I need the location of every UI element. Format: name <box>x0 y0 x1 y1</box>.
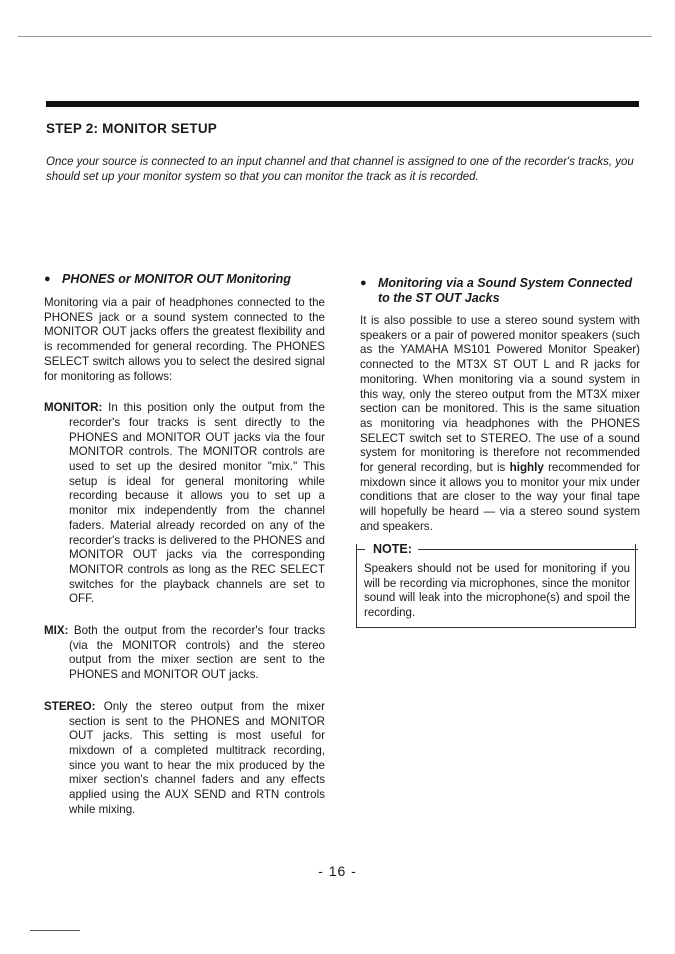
term-label: MONITOR: <box>44 401 103 415</box>
phones-monitor-heading <box>44 272 325 287</box>
right-column <box>360 276 640 535</box>
section-divider-bar <box>46 101 639 107</box>
emphasis-highly: highly <box>509 461 544 475</box>
term-mix <box>44 624 325 683</box>
phones-monitor-paragraph: Monitoring via a pair of headphones connected to the PHONES jack or a sound system connected to the MONITOR OUT jacks offers the greatest flexibility and is recommended for general recording. The PHONES SELECT switch allows you to select the desired signal for monitoring as follows: <box>44 296 325 383</box>
note-text: Speakers should not be used for monitoring if you will be recording via microphones, since the monitor sound will leak into the microphone(s) and spoil the recording. <box>364 563 630 620</box>
paragraph-text-before: It is also possible to use a stereo sound system with speakers or a pair of powered monitor speakers (such as the YAMAHA MS101 Powered Monitor Speaker) connected to the MT3X ST OUT L and R jacks for monitoring. When monitoring via a sound system in this way, only the stereo output from the MT3X mixer section can be monitored. This is the same situation as monitoring via headphones with the PHONES SELECT switch set to STEREO. The use of a sound system for monitoring is therefore not recommended for general recording, but is <box>360 314 640 475</box>
top-rule <box>18 36 652 37</box>
term-text: Both the output from the recorder's four tracks (via the MONITOR controls) and the stereo output from the mixer section are sent to the PHONES and MONITOR OUT jacks. <box>69 624 325 682</box>
note-box <box>356 544 636 628</box>
term-text: In this position only the output from the recorder's four tracks is sent directly to the PHONES and MONITOR OUT jacks via the four MONITOR controls. The MONITOR controls are used to set up the desired monitor "mix." This setup is ideal for general monitoring while recording because it allows you to set up a monitor mix independently from the channel faders. Material already recorded on any of the recorder's tracks is delivered to the PHONES and MONITOR OUT jacks via the corresponding MONITOR controls as long as the REC SELECT switches for the playback channels are set to OFF. <box>69 401 325 606</box>
term-text: Only the stereo output from the mixer section is sent to the PHONES and MONITOR OUT jacks. This setting is most useful for mixdown of a completed multitrack recording, since you want to hear the mix produced by the mixer section's channel faders and any effects applied using the AUX SEND and RTN controls while mixing. <box>69 699 325 816</box>
sound-system-heading-text: Monitoring via a Sound System Connected to the ST OUT Jacks <box>378 276 633 305</box>
step-title: STEP 2: MONITOR SETUP <box>46 121 217 136</box>
term-stereo <box>44 700 325 818</box>
bullet-icon: ● <box>44 273 51 285</box>
page-number: - 16 - <box>318 863 357 879</box>
paragraph-text-after: recommended for mixdown since it allows you to monitor your mix under conditions that are closer to the way your final tape will hopefully be heard — via a stereo sound system and speakers. <box>360 461 640 533</box>
note-header-tick <box>357 549 365 550</box>
bullet-icon: ● <box>360 277 367 289</box>
note-label: NOTE: <box>365 542 418 556</box>
note-header <box>357 542 637 556</box>
note-header-rule <box>418 549 638 550</box>
intro-paragraph: Once your source is connected to an input channel and that channel is assigned to one of the recorder's tracks, you should set up your monitor system so that you can monitor the track as it is recorded. <box>46 156 634 183</box>
left-column <box>44 272 325 818</box>
bottom-rule <box>30 930 80 931</box>
term-label: STEREO: <box>44 699 96 713</box>
term-label: MIX: <box>44 624 69 638</box>
sound-system-paragraph <box>360 314 640 535</box>
phones-monitor-heading-text: PHONES or MONITOR OUT Monitoring <box>62 272 291 286</box>
sound-system-heading <box>360 276 640 306</box>
term-monitor <box>44 401 325 607</box>
